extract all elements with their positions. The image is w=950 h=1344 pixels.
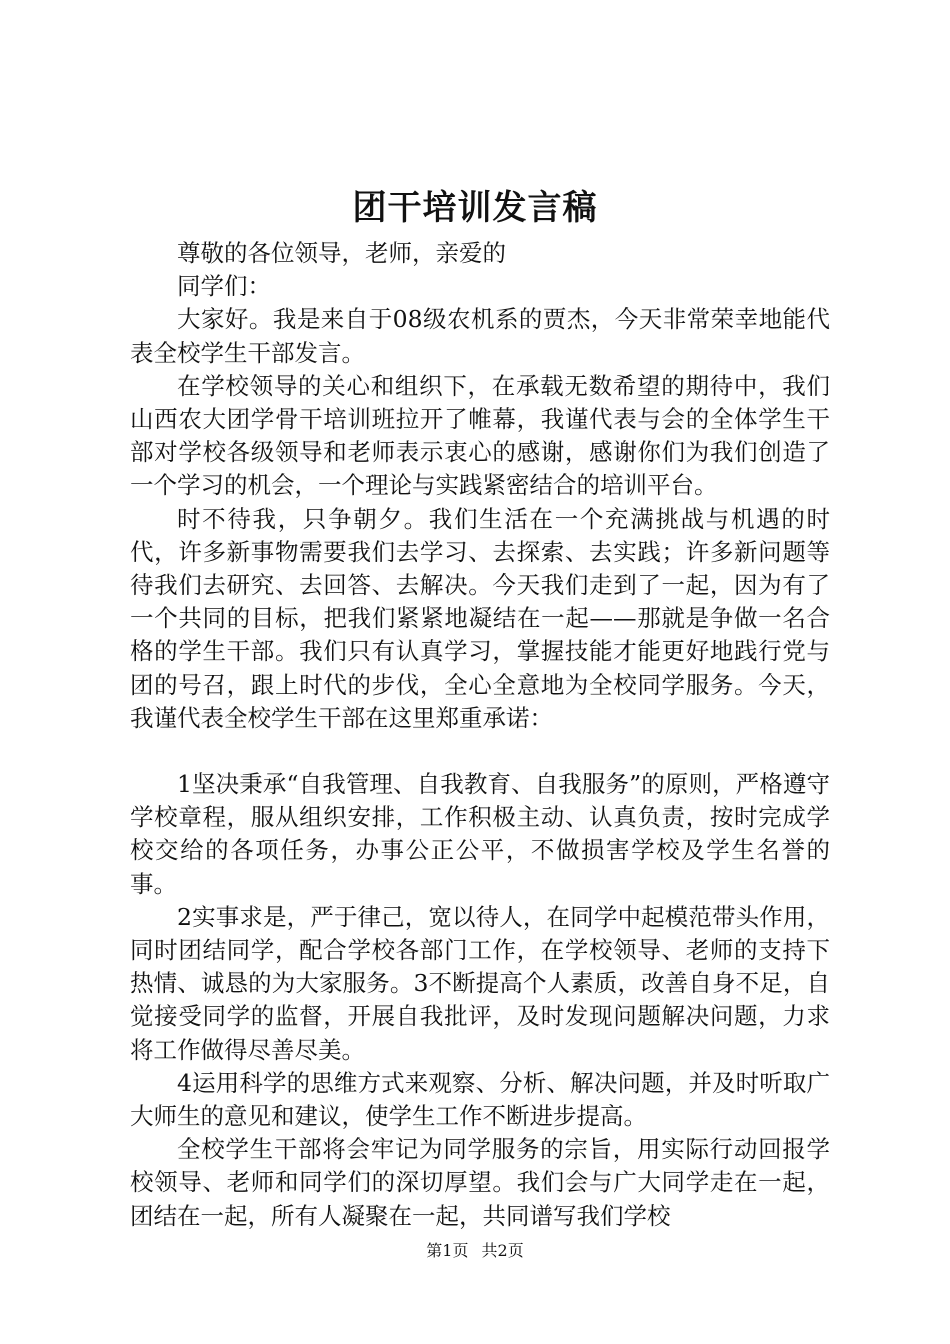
paragraph-opening: 在学校领导的关心和组织下，在承载无数希望的期待中，我们山西农大团学骨干培训班拉开了帷幕，我谨代表与会的全体学生干部对学校各级领导和老师表示衷心的感谢，感谢你们为我们创造了一个学习的机会，一个理论与实践紧密结合的培训平台。 <box>130 371 830 500</box>
paragraph-greeting: 大家好。我是来自于08级农机系的贾杰，今天非常荣幸地能代表全校学生干部发言。 <box>130 305 830 367</box>
paragraph-pledge-2-3: 2实事求是，严于律己，宽以待人，在同学中起模范带头作用，同时团结同学，配合学校各部门工作，在学校领导、老师的支持下热情、诚恳的为大家服务。3不断提高个人素质，改善自身不足，自觉接受同学的监督，开展自我批评，及时发现问题解决问题，力求将工作做得尽善尽美。 <box>130 902 830 1064</box>
paragraph-pledge-1: 1坚决秉承“自我管理、自我教育、自我服务”的原则，严格遵守学校章程，服从组织安排，工作积极主动、认真负责，按时完成学校交给的各项任务，办事公正公平，不做损害学校及学生名誉的事。 <box>130 770 830 898</box>
page-footer <box>0 1239 950 1263</box>
paragraph-spacer <box>130 735 830 768</box>
paragraph-pledge-4: 4运用科学的思维方式来观察、分析、解决问题，并及时听取广大师生的意见和建议，使学生工作不断进步提高。 <box>130 1068 830 1131</box>
paragraph-times: 时不待我，只争朝夕。我们生活在一个充满挑战与机遇的时代，许多新事物需要我们去学习、去探索、去实践；许多新问题等待我们去研究、去回答、去解决。今天我们走到了一起，因为有了一个共同的目标，把我们紧紧地凝结在一起——那就是争做一名合格的学生干部。我们只有认真学习，掌握技能才能更好地践行党与团的号召，跟上时代的步伐，全心全意地为全校同学服务。今天，我谨代表全校学生干部在这里郑重承诺： <box>130 504 830 732</box>
document-body <box>130 237 830 1233</box>
salutation-line-2: 同学们： <box>177 272 271 301</box>
page-number-total: 共2页 <box>481 1241 524 1260</box>
document-title: 团干培训发言稿 <box>352 188 598 228</box>
paragraph-closing: 全校学生干部将会牢记为同学服务的宗旨，用实际行动回报学校领导、老师和同学们的深切厚望。我们会与广大同学走在一起，团结在一起，所有人凝聚在一起，共同谱写我们学校 <box>130 1135 830 1230</box>
salutation-line-1: 尊敬的各位领导，老师，亲爱的 <box>177 239 506 267</box>
page-number-current: 第1页 <box>426 1241 469 1260</box>
